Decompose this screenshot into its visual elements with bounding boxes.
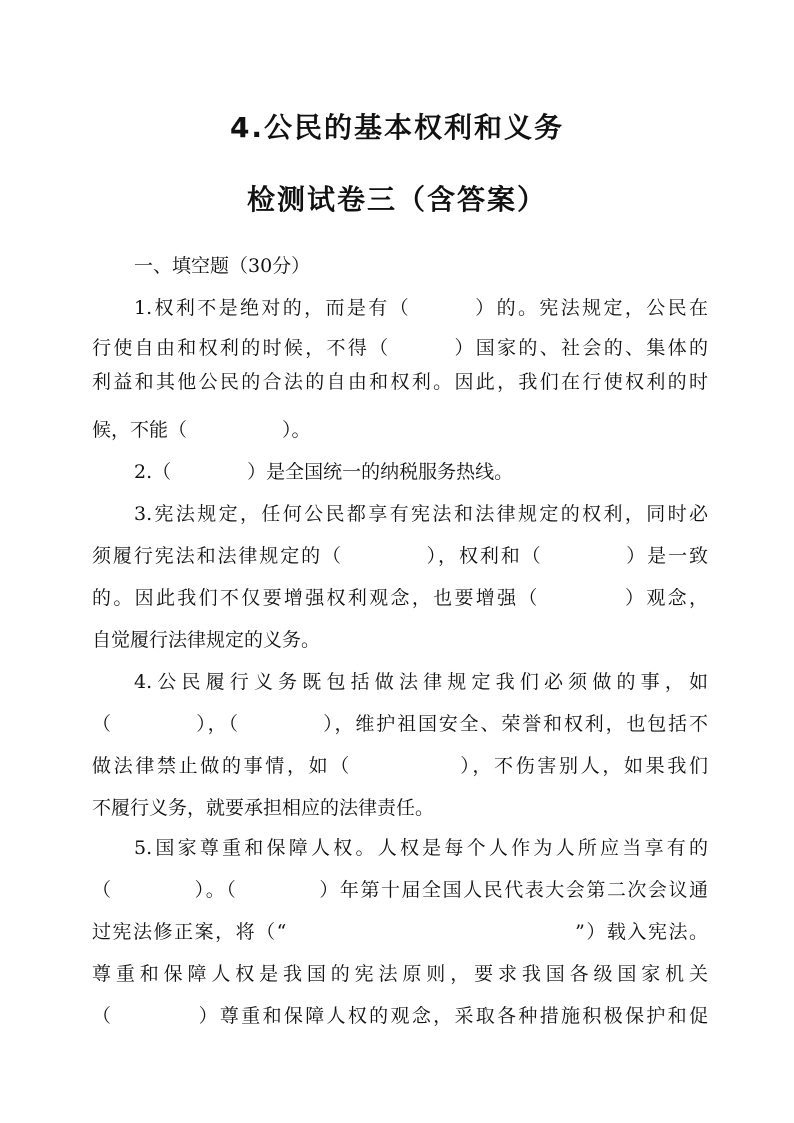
question-4-line-1: 4.公民履行义务既包括做法律规定我们必须做的事，如 [134, 671, 708, 693]
question-4-line-2: （ ），（ ），维护祖国安全、荣誉和权利，也包括不 [92, 713, 708, 735]
question-5-line-4: 尊重和保障人权是我国的宪法原则，要求我国各级国家机关 [92, 963, 708, 985]
question-3-line-1: 3.宪法规定，任何公民都享有宪法和法律规定的权利，同时必 [134, 503, 708, 525]
question-1-line-3: 利益和其他公民的合法的自由和权利。因此，我们在行使权利的时 [92, 371, 708, 393]
question-1-line-2: 行使自由和权利的时候，不得（ ）国家的、社会的、集体的 [92, 337, 708, 359]
question-4-line-4: 不履行义务，就要承担相应的法律责任。 [92, 797, 435, 819]
question-5-line-2: （ ）。（ ）年第十届全国人民代表大会第二次会议通 [92, 879, 708, 901]
question-5-line-3: 过宪法修正案，将（“ ”）载入宪法。 [92, 921, 708, 943]
question-2-line-1: 2.（ ）是全国统一的纳税服务热线。 [134, 461, 514, 483]
question-3-line-3: 的。因此我们不仅要增强权利观念，也要增强（ ）观念， [92, 587, 708, 609]
question-3-line-2: 须履行宪法和法律规定的（ ），权利和（ ）是一致 [92, 545, 708, 567]
document-subtitle: 检测试卷三（含答案） [246, 183, 547, 216]
question-5-line-1: 5.国家尊重和保障人权。人权是每个人作为人所应当享有的 [134, 837, 708, 859]
question-3-line-4: 自觉履行法律规定的义务。 [92, 629, 321, 651]
document-title: 4.公民的基本权利和义务 [229, 111, 565, 144]
question-4-line-3: 做法律禁止做的事情，如（ ），不伤害别人，如果我们 [92, 755, 708, 777]
question-1-line-1: 1.权利不是绝对的，而是有（ ）的。宪法规定，公民在 [134, 297, 708, 319]
section-heading-fill-in: 一、填空题（30分） [134, 255, 311, 277]
question-5-line-5: （ ）尊重和保障人权的观念，采取各种措施积极保护和促 [92, 1005, 708, 1027]
question-1-line-4: 候，不能（ ）。 [92, 419, 311, 441]
